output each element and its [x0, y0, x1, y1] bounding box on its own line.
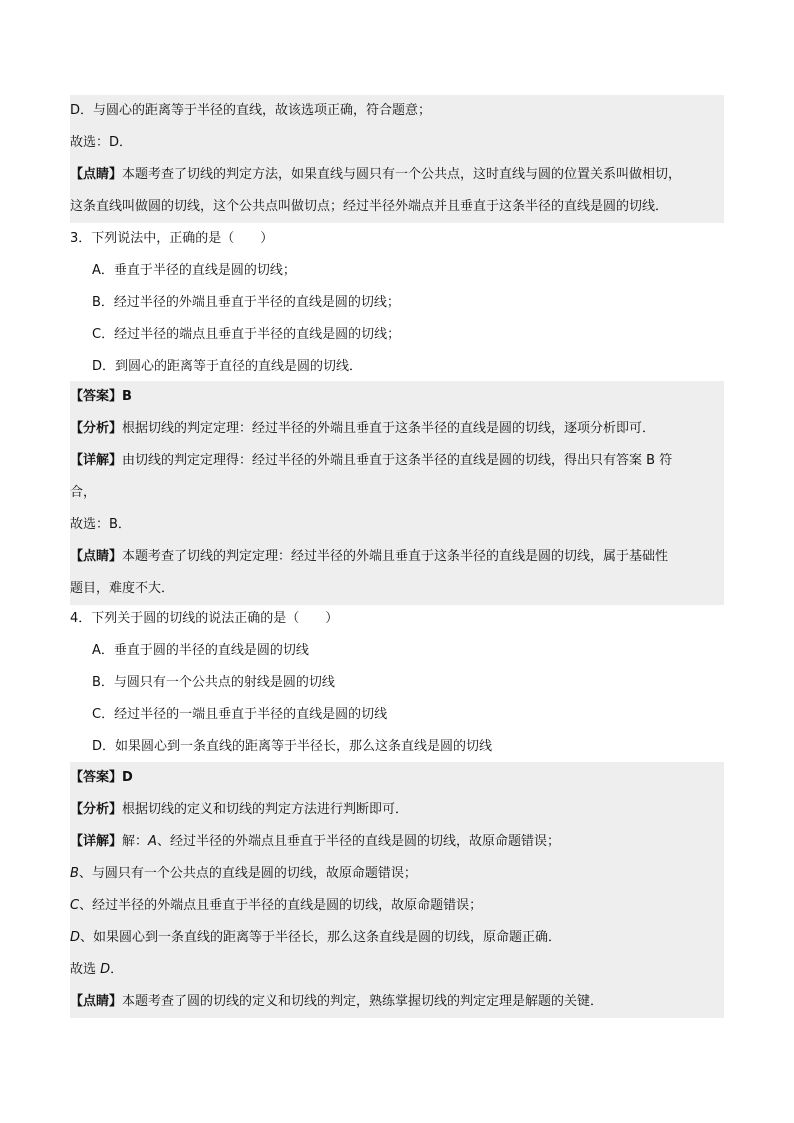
q4-option-d [92, 731, 692, 763]
q4-comment-tag: 【点睛】 [70, 994, 123, 1009]
q3-option-c [92, 319, 692, 351]
q4-detail-c-letter: C [70, 898, 80, 913]
q3-option-d [92, 351, 692, 383]
q3-stem [70, 223, 724, 255]
q3-option-a-text: A．垂直于半径的直线是圆的切线； [92, 263, 296, 278]
q4-detail-b-text: 、与圆只有一个公共点的直线是圆的切线，故原命题错误； [78, 866, 417, 881]
q4-analysis-tag: 【分析】 [70, 802, 123, 817]
q4-detail-tag: 【详解】 [70, 834, 123, 849]
q4-option-a-text: A．垂直于圆的半径的直线是圆的切线 [92, 643, 309, 658]
q3-comment-line-2 [70, 573, 724, 605]
q4-choice-pre: 故选 [70, 962, 101, 977]
q4-stem [70, 603, 724, 635]
q3-answer-value: B [122, 389, 132, 404]
q3-comment-text-1: 本题考查了切线的判定定理：经过半径的外端且垂直于这条半径的直线是圆的切线，属于基础性 [122, 549, 669, 564]
prev-solution-choice [70, 127, 724, 159]
q3-choice-text: 故选：B． [70, 517, 131, 532]
q4-detail-b-letter: B [70, 866, 79, 881]
q4-answer-value: D [122, 770, 133, 785]
q3-analysis-text: 根据切线的判定定理：经过半径的外端且垂直于这条半径的直线是圆的切线，逐项分析即可． [122, 421, 656, 436]
q3-option-d-text: D．到圆心的距离等于直径的直线是圆的切线． [92, 359, 363, 374]
prev-comment-text-2: 这条直线叫做圆的切线，这个公共点叫做切点；经过半径外端点并且垂直于这条半径的直线是圆的切线． [70, 199, 669, 214]
q4-choice-post: ． [110, 962, 124, 977]
q3-analysis-tag: 【分析】 [70, 421, 123, 436]
prev-solution-line-d [70, 95, 724, 127]
q3-detail-line-2 [70, 477, 724, 509]
q4-choice-letter: D [100, 962, 111, 977]
q4-detail-d-letter: D [70, 930, 81, 945]
q3-comment-tag: 【点睛】 [70, 549, 123, 564]
q4-option-b-text: B．与圆只有一个公共点的射线是圆的切线 [92, 675, 335, 690]
prev-comment-line-2 [70, 191, 724, 223]
q3-detail-text-2: 合， [70, 485, 97, 500]
q3-option-c-text: C．经过半径的端点且垂直于半径的直线是圆的切线； [92, 327, 401, 342]
q4-detail-a [70, 826, 724, 858]
q4-detail-b [70, 858, 724, 890]
q4-detail-c [70, 890, 724, 922]
q4-choice [70, 954, 724, 986]
q3-comment-line-1 [70, 541, 724, 573]
q4-comment [70, 986, 724, 1018]
prev-solution-line-d-text: D．与圆心的距离等于半径的直线，故该选项正确，符合题意； [70, 103, 432, 118]
prev-comment-text-1: 本题考查了切线的判定方法，如果直线与圆只有一个公共点，这时直线与圆的位置关系叫做相切， [122, 167, 682, 182]
q3-choice [70, 509, 724, 541]
q3-option-b [92, 287, 692, 319]
prev-solution-choice-text: 故选：D． [70, 135, 133, 150]
q4-detail-c-text: 、经过半径的外端点且垂直于半径的直线是圆的切线，故原命题错误； [79, 898, 483, 913]
q3-option-a [92, 255, 692, 287]
q3-comment-text-2: 题目，难度不大． [70, 581, 175, 596]
q3-detail-line-1 [70, 445, 724, 477]
q4-option-c [92, 699, 692, 731]
prev-comment-tag: 【点睛】 [70, 167, 123, 182]
q4-detail-a-pre: 解： [122, 834, 149, 849]
q4-option-d-text: D．如果圆心到一条直线的距离等于半径长，那么这条直线是圆的切线 [92, 739, 493, 754]
q4-comment-text: 本题考查了圆的切线的定义和切线的判定，熟练掌握切线的判定定理是解题的关键． [122, 994, 604, 1009]
q4-option-a [92, 635, 692, 667]
q4-option-c-text: C．经过半径的一端且垂直于半径的直线是圆的切线 [92, 707, 388, 722]
q3-stem-text: 3．下列说法中，正确的是（ ） [70, 231, 274, 246]
q4-answer-tag: 【答案】 [70, 770, 123, 785]
q3-detail-text-1: 由切线的判定定理得：经过半径的外端且垂直于这条半径的直线是圆的切线，得出只有答案 B 符 [122, 453, 673, 468]
q4-answer [70, 762, 724, 794]
q3-option-b-text: B．经过半径的外端且垂直于半径的直线是圆的切线； [92, 295, 400, 310]
q3-analysis [70, 413, 724, 445]
q4-detail-d-text: 、如果圆心到一条直线的距离等于半径长，那么这条直线是圆的切线，原命题正确． [80, 930, 562, 945]
q4-detail-d [70, 922, 724, 954]
q4-analysis [70, 794, 724, 826]
q4-option-b [92, 667, 692, 699]
q4-stem-text: 4．下列关于圆的切线的说法正确的是（ ） [70, 611, 339, 626]
q3-answer-tag: 【答案】 [70, 389, 123, 404]
q3-answer [70, 381, 724, 413]
q4-detail-a-letter: A [148, 834, 157, 849]
prev-comment-line-1 [70, 159, 724, 191]
q4-analysis-text: 根据切线的定义和切线的判定方法进行判断即可． [122, 802, 409, 817]
q4-detail-a-text: 、经过半径的外端点且垂直于半径的直线是圆的切线，故原命题错误； [156, 834, 560, 849]
q3-detail-tag: 【详解】 [70, 453, 123, 468]
